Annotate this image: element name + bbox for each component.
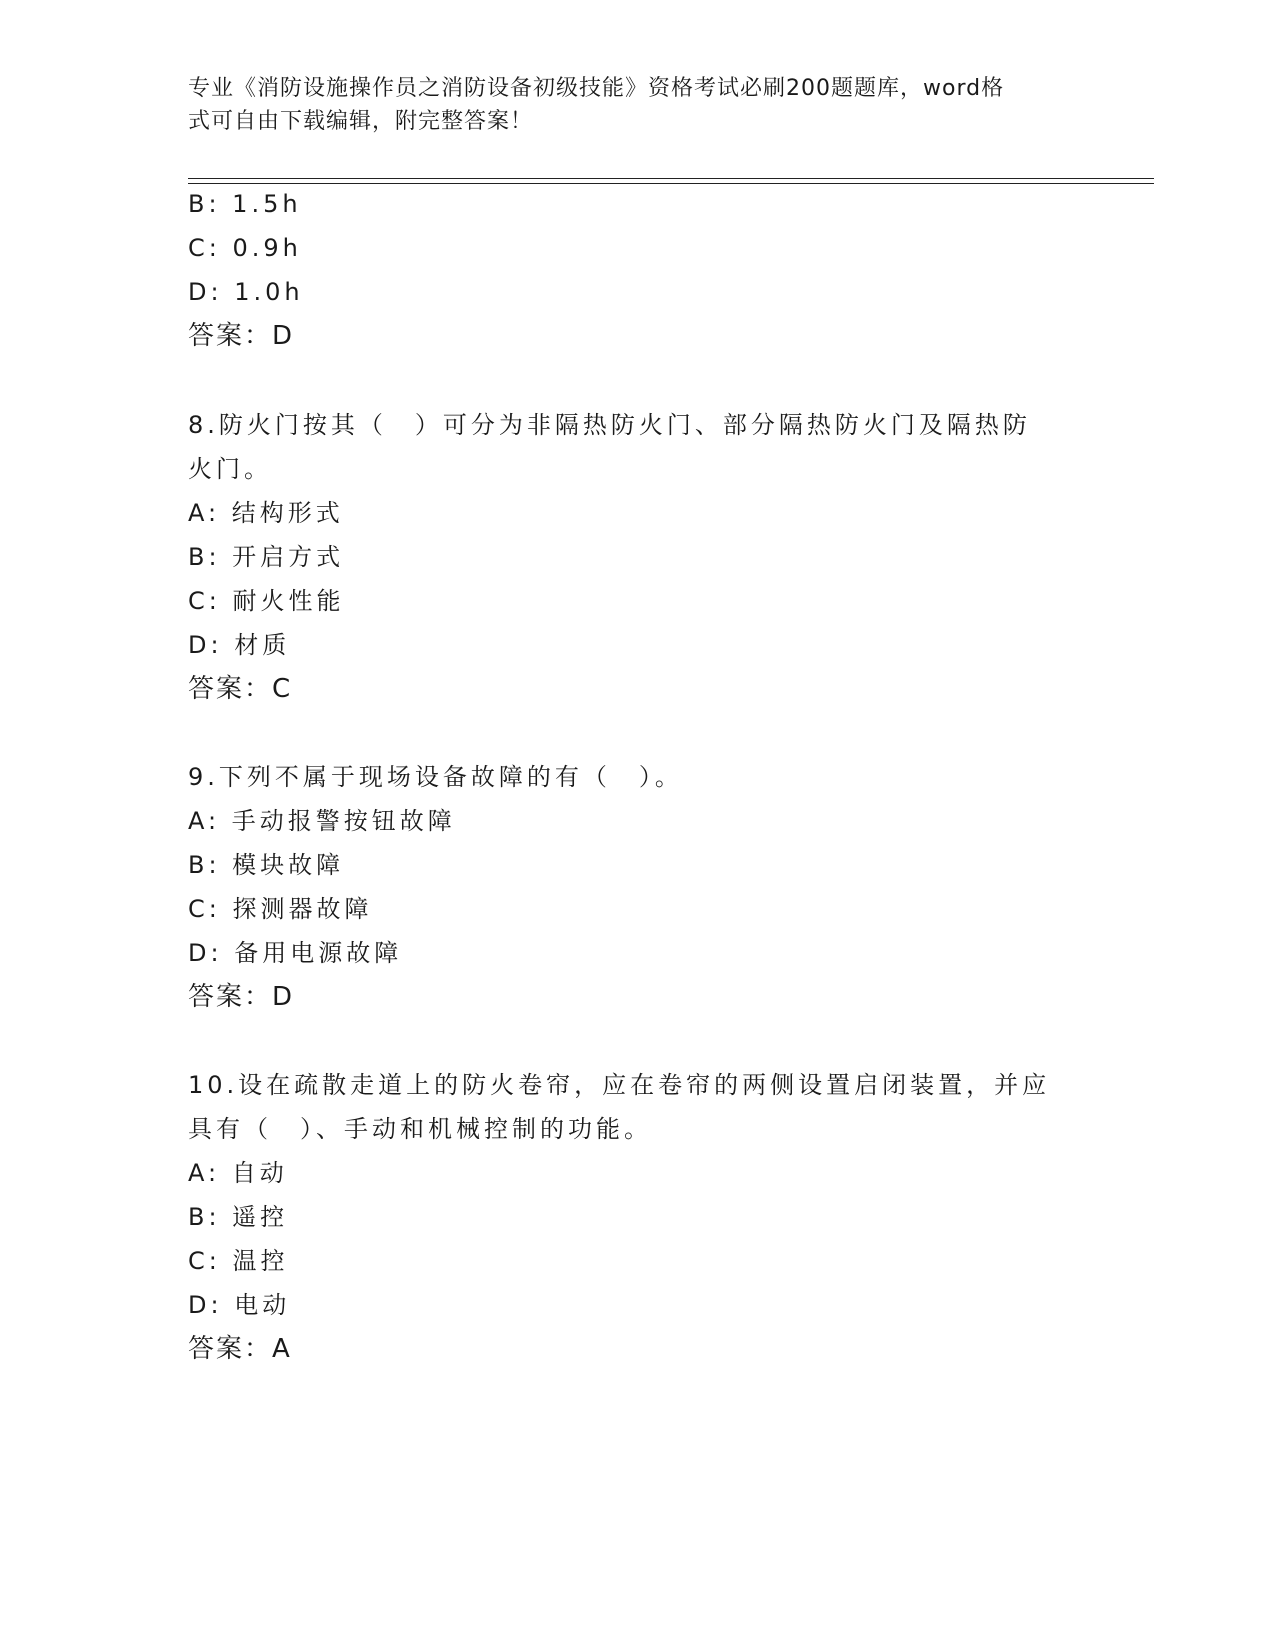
header-title-line-1: 专业《消防设施操作员之消防设备初级技能》资格考试必刷200题题库，word格	[188, 76, 1005, 101]
question-8-option-b: B: 开启方式	[188, 543, 345, 571]
document-header	[188, 72, 1068, 138]
question-8-stem-line-2: 火门。	[188, 455, 272, 483]
question-10-option-c: C: 温控	[188, 1247, 289, 1275]
header-title-line-2: 式可自由下载编辑，附完整答案！	[188, 109, 534, 134]
question-10-stem-line-1: 10.设在疏散走道上的防火卷帘，应在卷帘的两侧设置启闭装置，并应	[188, 1071, 1051, 1099]
question-10-option-d: D: 电动	[188, 1291, 291, 1319]
question-9-stem-line-1: 9.下列不属于现场设备故障的有（ ）。	[188, 763, 683, 791]
question-8-stem-line-1: 8.防火门按其（ ）可分为非隔热防火门、部分隔热防火门及隔热防	[188, 411, 1031, 439]
option-b: B: 1.5h	[188, 190, 302, 218]
question-9-answer: 答案：D	[188, 982, 295, 1012]
question-9-option-a: A: 手动报警按钮故障	[188, 807, 456, 835]
question-9-option-b: B: 模块故障	[188, 851, 345, 879]
question-10-answer: 答案：A	[188, 1334, 292, 1364]
question-8-option-a: A: 结构形式	[188, 499, 344, 527]
question-8-option-d: D: 材质	[188, 631, 291, 659]
question-9-option-d: D: 备用电源故障	[188, 939, 403, 967]
option-d: D: 1.0h	[188, 278, 304, 306]
question-9-option-c: C: 探测器故障	[188, 895, 373, 923]
question-10-option-b: B: 遥控	[188, 1203, 289, 1231]
question-10-stem-line-2: 具有（ ）、手动和机械控制的功能。	[188, 1115, 652, 1143]
question-8-answer: 答案：C	[188, 674, 293, 704]
header-divider-top	[188, 178, 1154, 179]
question-10-option-a: A: 自动	[188, 1159, 288, 1187]
option-c: C: 0.9h	[188, 234, 302, 262]
answer-line: 答案：D	[188, 321, 295, 351]
question-8-option-c: C: 耐火性能	[188, 587, 345, 615]
header-divider-bottom	[188, 183, 1154, 184]
